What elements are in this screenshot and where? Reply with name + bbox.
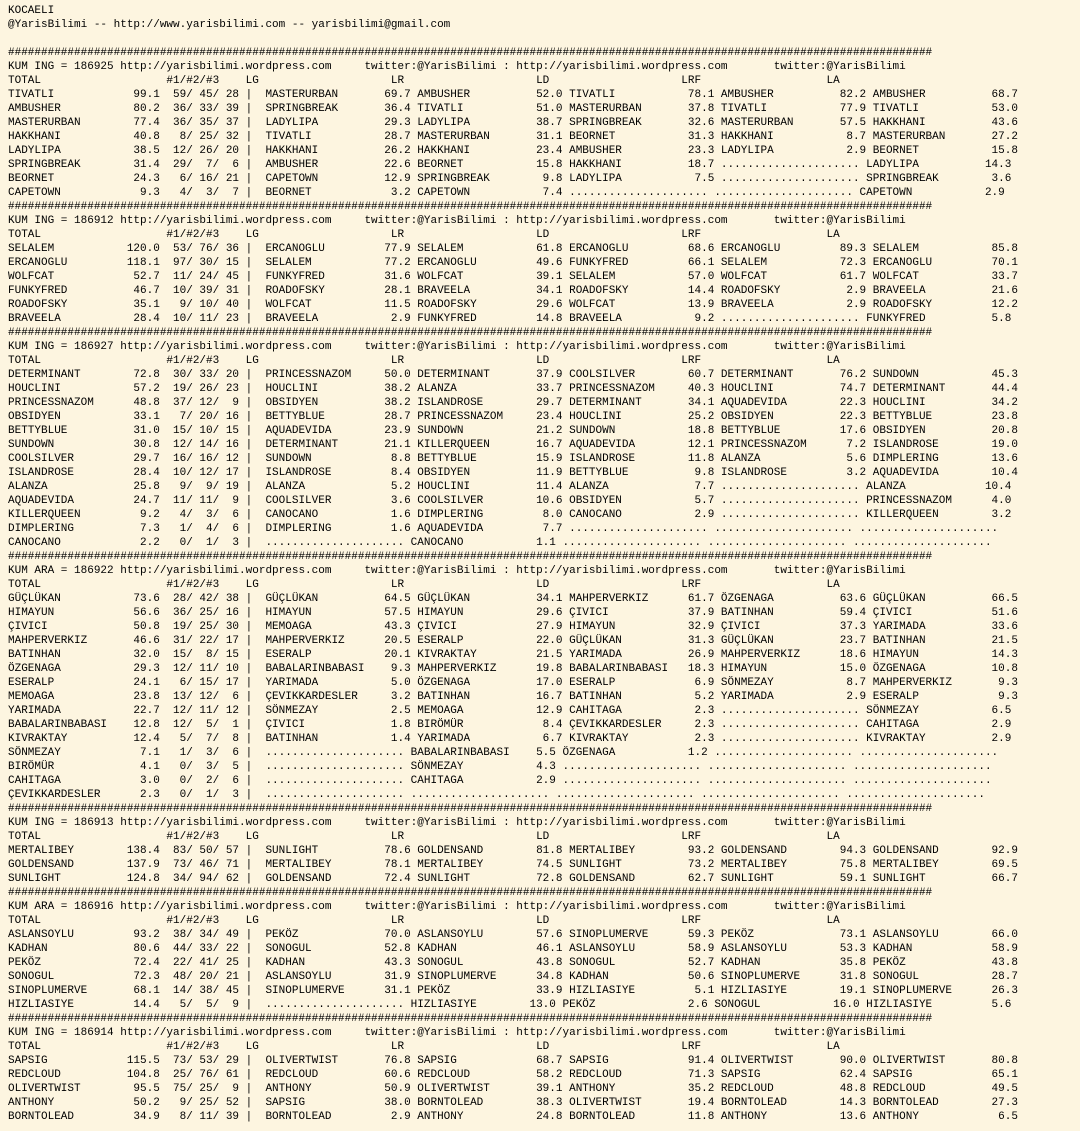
result-row: ROADOFSKY 35.1 9/ 10/ 40 | WOLFCAT 11.5 ROADOFSKY 29.6 WOLFCAT 13.9 BRAVEELA 2.9 ROADOFSKY 12.2 (8, 299, 1018, 311)
section-separator: ############################################################################################################################################ (8, 201, 933, 213)
column-headers: TOTAL #1/#2/#3 LG LR LD LRF LA (8, 355, 840, 367)
column-headers: TOTAL #1/#2/#3 LG LR LD LRF LA (8, 579, 840, 591)
race-header: KUM ING = 186925 http://yarisbilimi.wordpress.com twitter:@YarisBilimi : http://yarisbilimi.wordpress.com twitter:@YarisBilimi (8, 61, 906, 73)
result-row: ISLANDROSE 28.4 10/ 12/ 17 | ISLANDROSE 8.4 OBSIDYEN 11.9 BETTYBLUE 9.8 ISLANDROSE 3.2 AQUADEVIDA 10.4 (8, 467, 1018, 479)
result-row: MERTALIBEY 138.4 83/ 50/ 57 | SUNLIGHT 78.6 GOLDENSAND 81.8 MERTALIBEY 93.2 GOLDENSAND 94.3 GOLDENSAND 92.9 (8, 845, 1018, 857)
result-row: BIRÖMÜR 4.1 0/ 3/ 5 | ..................... SÖNMEZAY 4.3 ..................... ..................... ..................... (8, 761, 992, 773)
result-row: ÇIVICI 50.8 19/ 25/ 30 | MEMOAGA 43.3 ÇIVICI 27.9 HIMAYUN 32.9 ÇIVICI 37.3 YARIMADA 33.6 (8, 621, 1018, 633)
section-separator: ############################################################################################################################################ (8, 803, 933, 815)
result-row: DIMPLERING 7.3 1/ 4/ 6 | DIMPLERING 1.6 AQUADEVIDA 7.7 ..................... ..................... ..................... (8, 523, 999, 535)
result-row: SELALEM 120.0 53/ 76/ 36 | ERCANOGLU 77.9 SELALEM 61.8 ERCANOGLU 68.6 ERCANOGLU 89.3 SELALEM 85.8 (8, 243, 1018, 255)
result-row: BABALARINBABASI 12.8 12/ 5/ 1 | ÇIVICI 1.8 BIRÖMÜR 8.4 ÇEVIKKARDESLER 2.3 ..................... CAHITAGA 2.9 (8, 719, 1012, 731)
result-row: SAPSIG 115.5 73/ 53/ 29 | OLIVERTWIST 76.8 SAPSIG 68.7 SAPSIG 91.4 OLIVERTWIST 90.0 OLIVERTWIST 80.8 (8, 1055, 1018, 1067)
contact-line: @YarisBilimi -- http://www.yarisbilimi.com -- yarisbilimi@gmail.com (8, 19, 451, 31)
result-row: KILLERQUEEN 9.2 4/ 3/ 6 | CANOCANO 1.6 DIMPLERING 8.0 CANOCANO 2.9 ..................... KILLERQUEEN 3.2 (8, 509, 1012, 521)
result-row: ÇEVIKKARDESLER 2.3 0/ 1/ 3 | ..................... ..................... ..................... ..................... ..................... (8, 789, 985, 801)
result-row: KADHAN 80.6 44/ 33/ 22 | SONOGUL 52.8 KADHAN 46.1 ASLANSOYLU 58.9 ASLANSOYLU 53.3 KADHAN 58.9 (8, 943, 1018, 955)
result-row: PRINCESSNAZOM 48.8 37/ 12/ 9 | OBSIDYEN 38.2 ISLANDROSE 29.7 DETERMINANT 34.1 AQUADEVIDA 22.3 HOUCLINI 34.2 (8, 397, 1018, 409)
result-row: HIMAYUN 56.6 36/ 25/ 16 | HIMAYUN 57.5 HIMAYUN 29.6 ÇIVICI 37.9 BATINHAN 59.4 ÇIVICI 51.6 (8, 607, 1018, 619)
result-row: GOLDENSAND 137.9 73/ 46/ 71 | MERTALIBEY 78.1 MERTALIBEY 74.5 SUNLIGHT 73.2 MERTALIBEY 75.8 MERTALIBEY 69.5 (8, 859, 1018, 871)
column-headers: TOTAL #1/#2/#3 LG LR LD LRF LA (8, 1041, 840, 1053)
result-row: ÖZGENAGA 29.3 12/ 11/ 10 | BABALARINBABASI 9.3 MAHPERVERKIZ 19.8 BABALARINBABASI 18.3 HIMAYUN 15.0 ÖZGENAGA 10.8 (8, 663, 1018, 675)
result-row: ANTHONY 50.2 9/ 25/ 52 | SAPSIG 38.0 BORNTOLEAD 38.3 OLIVERTWIST 19.4 BORNTOLEAD 14.3 BORNTOLEAD 27.3 (8, 1097, 1018, 1109)
result-row: MASTERURBAN 77.4 36/ 35/ 37 | LADYLIPA 29.3 LADYLIPA 38.7 SPRINGBREAK 32.6 MASTERURBAN 57.5 HAKKHANI 43.6 (8, 117, 1018, 129)
result-row: BRAVEELA 28.4 10/ 11/ 23 | BRAVEELA 2.9 FUNKYFRED 14.8 BRAVEELA 9.2 ..................... FUNKYFRED 5.8 (8, 313, 1012, 325)
result-row: REDCLOUD 104.8 25/ 76/ 61 | REDCLOUD 60.6 REDCLOUD 58.2 REDCLOUD 71.3 SAPSIG 62.4 SAPSIG 65.1 (8, 1069, 1018, 1081)
result-row: BETTYBLUE 31.0 15/ 10/ 15 | AQUADEVIDA 23.9 SUNDOWN 21.2 SUNDOWN 18.8 BETTYBLUE 17.6 OBSIDYEN 20.8 (8, 425, 1018, 437)
result-row: SÖNMEZAY 7.1 1/ 3/ 6 | ..................... BABALARINBABASI 5.5 ÖZGENAGA 1.2 ..................... ..................... (8, 747, 999, 759)
result-row: SUNLIGHT 124.8 34/ 94/ 62 | GOLDENSAND 72.4 SUNLIGHT 72.8 GOLDENSAND 62.7 SUNLIGHT 59.1 SUNLIGHT 66.7 (8, 873, 1018, 885)
result-row: SPRINGBREAK 31.4 29/ 7/ 6 | AMBUSHER 22.6 BEORNET 15.8 HAKKHANI 18.7 ..................... LADYLIPA 14.3 (8, 159, 1012, 171)
result-row: OLIVERTWIST 95.5 75/ 25/ 9 | ANTHONY 50.9 OLIVERTWIST 39.1 ANTHONY 35.2 REDCLOUD 48.8 REDCLOUD 49.5 (8, 1083, 1018, 1095)
city-title: KOCAELI (8, 5, 55, 17)
result-row: SINOPLUMERVE 68.1 14/ 38/ 45 | SINOPLUMERVE 31.1 PEKÖZ 33.9 HIZLIASIYE 5.1 HIZLIASIYE 19.1 SINOPLUMERVE 26.3 (8, 985, 1018, 997)
result-row: WOLFCAT 52.7 11/ 24/ 45 | FUNKYFRED 31.6 WOLFCAT 39.1 SELALEM 57.0 WOLFCAT 61.7 WOLFCAT 33.7 (8, 271, 1018, 283)
result-row: PEKÖZ 72.4 22/ 41/ 25 | KADHAN 43.3 SONOGUL 43.8 SONOGUL 52.7 KADHAN 35.8 PEKÖZ 43.8 (8, 957, 1018, 969)
result-row: BATINHAN 32.0 15/ 8/ 15 | ESERALP 20.1 KIVRAKTAY 21.5 YARIMADA 26.9 MAHPERVERKIZ 18.6 HIMAYUN 14.3 (8, 649, 1018, 661)
race-header: KUM ARA = 186922 http://yarisbilimi.wordpress.com twitter:@YarisBilimi : http://yarisbilimi.wordpress.com twitter:@YarisBilimi (8, 565, 906, 577)
section-separator: ############################################################################################################################################ (8, 327, 933, 339)
race-header: KUM ING = 186914 http://yarisbilimi.wordpress.com twitter:@YarisBilimi : http://yarisbilimi.wordpress.com twitter:@YarisBilimi (8, 1027, 906, 1039)
result-row: MAHPERVERKIZ 46.6 31/ 22/ 17 | MAHPERVERKIZ 20.5 ESERALP 22.0 GÜÇLÜKAN 31.3 GÜÇLÜKAN 23.7 BATINHAN 21.5 (8, 635, 1018, 647)
result-row: BEORNET 24.3 6/ 16/ 21 | CAPETOWN 12.9 SPRINGBREAK 9.8 LADYLIPA 7.5 ..................... SPRINGBREAK 3.6 (8, 173, 1012, 185)
result-row: AMBUSHER 80.2 36/ 33/ 39 | SPRINGBREAK 36.4 TIVATLI 51.0 MASTERURBAN 37.8 TIVATLI 77.9 TIVATLI 53.0 (8, 103, 1018, 115)
result-row: SONOGUL 72.3 48/ 20/ 21 | ASLANSOYLU 31.9 SINOPLUMERVE 34.8 KADHAN 50.6 SINOPLUMERVE 31.8 SONOGUL 28.7 (8, 971, 1018, 983)
results-lines (8, 46, 1080, 1123)
column-headers: TOTAL #1/#2/#3 LG LR LD LRF LA (8, 229, 840, 241)
section-separator: ############################################################################################################################################ (8, 1013, 933, 1025)
result-row: CAPETOWN 9.3 4/ 3/ 7 | BEORNET 3.2 CAPETOWN 7.4 ..................... ..................... CAPETOWN 2.9 (8, 187, 1005, 199)
race-header: KUM ING = 186913 http://yarisbilimi.wordpress.com twitter:@YarisBilimi : http://yarisbilimi.wordpress.com twitter:@YarisBilimi (8, 817, 906, 829)
section-separator: ############################################################################################################################################ (8, 551, 933, 563)
result-row: ASLANSOYLU 93.2 38/ 34/ 49 | PEKÖZ 70.0 ASLANSOYLU 57.6 SINOPLUMERVE 59.3 PEKÖZ 73.1 ASLANSOYLU 66.0 (8, 929, 1018, 941)
column-headers: TOTAL #1/#2/#3 LG LR LD LRF LA (8, 831, 840, 843)
race-header: KUM ING = 186912 http://yarisbilimi.wordpress.com twitter:@YarisBilimi : http://yarisbilimi.wordpress.com twitter:@YarisBilimi (8, 215, 906, 227)
result-row: CANOCANO 2.2 0/ 1/ 3 | ..................... CANOCANO 1.1 ..................... ..................... ..................... (8, 537, 992, 549)
blank-line (8, 32, 1080, 46)
race-header: KUM ARA = 186916 http://yarisbilimi.wordpress.com twitter:@YarisBilimi : http://yarisbilimi.wordpress.com twitter:@YarisBilimi (8, 901, 906, 913)
result-row: FUNKYFRED 46.7 10/ 39/ 31 | ROADOFSKY 28.1 BRAVEELA 34.1 ROADOFSKY 14.4 ROADOFSKY 2.9 BRAVEELA 21.6 (8, 285, 1018, 297)
result-row: YARIMADA 22.7 12/ 11/ 12 | SÖNMEZAY 2.5 MEMOAGA 12.9 CAHITAGA 2.3 ..................... SÖNMEZAY 6.5 (8, 705, 1012, 717)
result-row: TIVATLI 99.1 59/ 45/ 28 | MASTERURBAN 69.7 AMBUSHER 52.0 TIVATLI 78.1 AMBUSHER 82.2 AMBUSHER 68.7 (8, 89, 1018, 101)
result-row: COOLSILVER 29.7 16/ 16/ 12 | SUNDOWN 8.8 BETTYBLUE 15.9 ISLANDROSE 11.8 ALANZA 5.6 DIMPLERING 13.6 (8, 453, 1018, 465)
race-header: KUM ING = 186927 http://yarisbilimi.wordpress.com twitter:@YarisBilimi : http://yarisbilimi.wordpress.com twitter:@YarisBilimi (8, 341, 906, 353)
result-row: DETERMINANT 72.8 30/ 33/ 20 | PRINCESSNAZOM 50.0 DETERMINANT 37.9 COOLSILVER 60.7 DETERMINANT 76.2 SUNDOWN 45.3 (8, 369, 1018, 381)
column-headers: TOTAL #1/#2/#3 LG LR LD LRF LA (8, 915, 840, 927)
result-row: ERCANOGLU 118.1 97/ 30/ 15 | SELALEM 77.2 ERCANOGLU 49.6 FUNKYFRED 66.1 SELALEM 72.3 ERCANOGLU 70.1 (8, 257, 1018, 269)
result-row: HAKKHANI 40.8 8/ 25/ 32 | TIVATLI 28.7 MASTERURBAN 31.1 BEORNET 31.3 HAKKHANI 8.7 MASTERURBAN 27.2 (8, 131, 1018, 143)
result-row: HIZLIASIYE 14.4 5/ 5/ 9 | ..................... HIZLIASIYE 13.0 PEKÖZ 2.6 SONOGUL 16.0 HIZLIASIYE 5.6 (8, 999, 1012, 1011)
result-row: GÜÇLÜKAN 73.6 28/ 42/ 38 | GÜÇLÜKAN 64.5 GÜÇLÜKAN 34.1 MAHPERVERKIZ 61.7 ÖZGENAGA 63.6 GÜÇLÜKAN 66.5 (8, 593, 1018, 605)
result-row: SUNDOWN 30.8 12/ 14/ 16 | DETERMINANT 21.1 KILLERQUEEN 16.7 AQUADEVIDA 12.1 PRINCESSNAZOM 7.2 ISLANDROSE 19.0 (8, 439, 1018, 451)
section-separator: ############################################################################################################################################ (8, 47, 933, 59)
result-row: AQUADEVIDA 24.7 11/ 11/ 9 | COOLSILVER 3.6 COOLSILVER 10.6 OBSIDYEN 5.7 ..................... PRINCESSNAZOM 4.0 (8, 495, 1012, 507)
result-row: ESERALP 24.1 6/ 15/ 17 | YARIMADA 5.0 ÖZGENAGA 17.0 ESERALP 6.9 SÖNMEZAY 8.7 MAHPERVERKIZ 9.3 (8, 677, 1018, 689)
result-row: OBSIDYEN 33.1 7/ 20/ 16 | BETTYBLUE 28.7 PRINCESSNAZOM 23.4 HOUCLINI 25.2 OBSIDYEN 22.3 BETTYBLUE 23.8 (8, 411, 1018, 423)
result-row: ALANZA 25.8 9/ 9/ 19 | ALANZA 5.2 HOUCLINI 11.4 ALANZA 7.7 ..................... ALANZA 10.4 (8, 481, 1012, 493)
result-row: MEMOAGA 23.8 13/ 12/ 6 | ÇEVIKKARDESLER 3.2 BATINHAN 16.7 BATINHAN 5.2 YARIMADA 2.9 ESERALP 9.3 (8, 691, 1018, 703)
result-row: BORNTOLEAD 34.9 8/ 11/ 39 | BORNTOLEAD 2.9 ANTHONY 24.8 BORNTOLEAD 11.8 ANTHONY 13.6 ANTHONY 6.5 (8, 1111, 1018, 1123)
section-separator: ############################################################################################################################################ (8, 887, 933, 899)
column-headers: TOTAL #1/#2/#3 LG LR LD LRF LA (8, 75, 840, 87)
result-row: CAHITAGA 3.0 0/ 2/ 6 | ..................... CAHITAGA 2.9 ..................... ..................... ..................... (8, 775, 992, 787)
result-row: HOUCLINI 57.2 19/ 26/ 23 | HOUCLINI 38.2 ALANZA 33.7 PRINCESSNAZOM 40.3 HOUCLINI 74.7 DETERMINANT 44.4 (8, 383, 1018, 395)
result-row: KIVRAKTAY 12.4 5/ 7/ 8 | BATINHAN 1.4 YARIMADA 6.7 KIVRAKTAY 2.3 ..................... KIVRAKTAY 2.9 (8, 733, 1012, 745)
result-row: LADYLIPA 38.5 12/ 26/ 20 | HAKKHANI 26.2 HAKKHANI 23.4 AMBUSHER 23.3 LADYLIPA 2.9 BEORNET 15.8 (8, 145, 1018, 157)
